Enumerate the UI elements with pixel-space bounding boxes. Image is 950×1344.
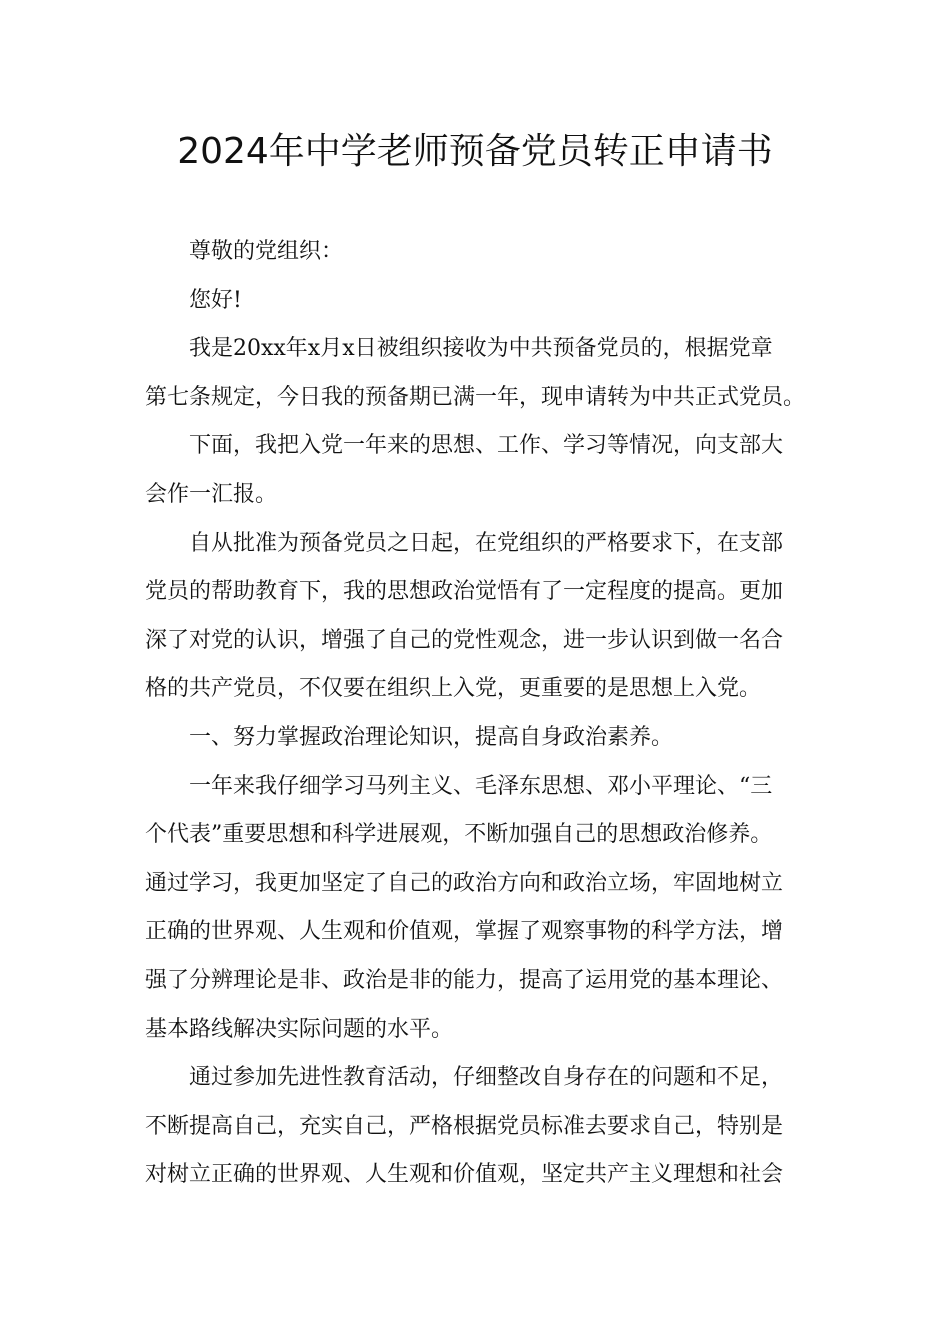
paragraph: 通过参加先进性教育活动，仔细整改自身存在的问题和不足， 不断提高自己，充实自己，严格根据党员标准去要求自己，特别是 对树立正确的世界观、人生观和价值观，坚定共产主义理想和社会 [145, 1065, 784, 1188]
salutation: 尊敬的党组织： [189, 239, 344, 264]
paragraph: 我是20xx年x月x日被组织接收为中共预备党员的，根据党章 第七条规定，今日我的预备期已满一年，现申请转为中共正式党员。 [145, 336, 806, 410]
greeting: 您好! [189, 287, 242, 313]
paragraph: 一年来我仔细学习马列主义、毛泽东思想、邓小平理论、“三 个代表”重要思想和科学进展观，不断加强自己的思想政治修养。 通过学习，我更加坚定了自己的政治方向和政治立场，牢固地树立 正确的世界观、人生观和价值观，掌握了观察事物的科学方法，增 强了分辨理论是非、政治是非的能力，提高了运用党的基本理论、 基本路线解决实际问题的水平。 [145, 773, 784, 1042]
document-title: 2024年中学老师预备党员转正申请书 [177, 131, 773, 172]
paragraph: 自从批准为预备党员之日起，在党组织的严格要求下，在支部 党员的帮助教育下，我的思想政治觉悟有了一定程度的提高。更加 深了对党的认识，增强了自己的党性观念，进一步认识到做一名合 格的共产党员，不仅要在组织上入党，更重要的是思想上入党。 [145, 530, 784, 702]
document-body [145, 228, 807, 1200]
section-heading: 一、努力掌握政治理论知识，提高自身政治素养。 [189, 724, 674, 750]
paragraph: 下面，我把入党一年来的思想、工作、学习等情况，向支部大 会作一汇报。 [145, 433, 784, 507]
